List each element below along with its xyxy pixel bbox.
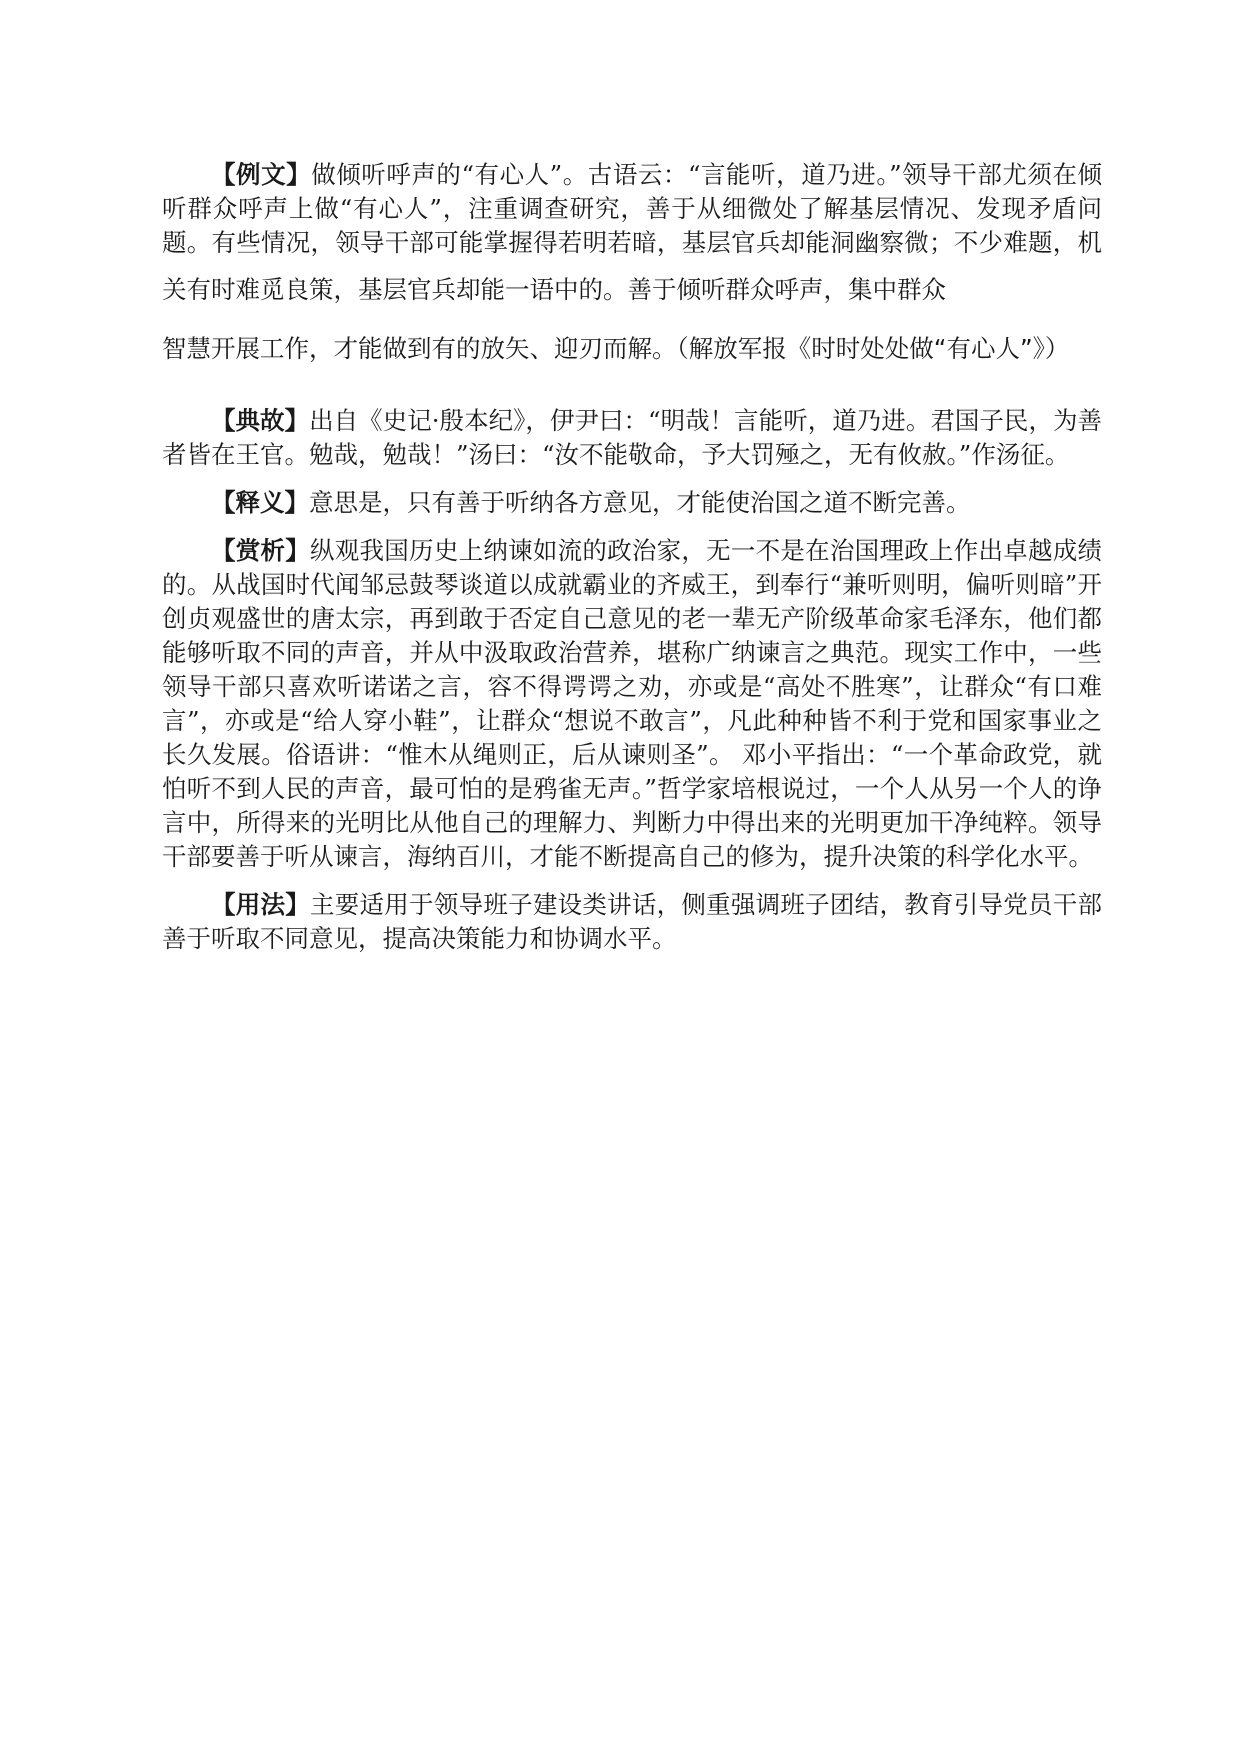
meaning-paragraph	[162, 486, 1102, 520]
allusion-tag: 【典故】	[211, 406, 310, 435]
document-page	[162, 158, 1102, 970]
example-paragraph	[162, 158, 1102, 378]
usage-text: 主要适用于领导班子建设类讲话，侧重强调班子团结，教育引导党员干部善于听取不同意见，提高决策能力和协调水平。	[162, 890, 1102, 953]
allusion-text: 出自《史记·殷本纪》，伊尹曰：“明哉！言能听，道乃进。君国子民，为善者皆在王官。勉哉，勉哉！”汤曰：“汝不能敬命，予大罚殛之，无有攸赦。”作汤征。	[162, 406, 1103, 469]
analysis-paragraph	[162, 534, 1102, 874]
allusion-paragraph	[162, 404, 1102, 472]
usage-tag: 【用法】	[211, 890, 311, 919]
analysis-tag: 【赏析】	[211, 536, 311, 565]
example-source: （解放军报《时时处处做“有心人”》）	[676, 334, 1070, 363]
example-text-tail: 智慧开展工作，才能做到有的放矢、迎刃而解。	[162, 334, 677, 363]
meaning-tag: 【释义】	[211, 488, 309, 517]
usage-paragraph	[162, 888, 1102, 956]
example-tag: 【例文】	[211, 160, 312, 189]
meaning-text: 意思是，只有善于听纳各方意见，才能使治国之道不断完善。	[309, 488, 971, 517]
analysis-text: 纵观我国历史上纳谏如流的政治家，无一不是在治国理政上作出卓越成绩的。从战国时代闻邹忌鼓琴谈道以成就霸业的齐威王，到奉行“兼听则明，偏听则暗”开创贞观盛世的唐太宗，再到敢于否定自己意见的老一辈无产阶级革命家毛泽东，他们都能够听取不同的声音，并从中汲取政治营养，堪称广纳谏言之典范。现实工作中，一些领导干部只喜欢听诺诺之言，容不得谔谔之劝，亦或是“高处不胜寒”，让群众“有口难言”，亦或是“给人穿小鞋”，让群众“想说不敢言”，凡此种种皆不利于党和国家事业之长久发展。俗语讲：“惟木从绳则正，后从谏则圣”。 邓小平指出：“一个革命政党，就怕听不到人民的声音，最可怕的是鸦雀无声。”哲学家培根说过，一个人从另一个人的诤言中，所得来的光明比从他自己的理解力、判断力中得出来的光明更加干净纯粹。领导干部要善于听从谏言，海纳百川，才能不断提高自己的修为，提升决策的科学化水平。	[162, 536, 1102, 871]
example-text-tail-wrap	[162, 334, 1069, 363]
example-text: 做倾听呼声的“有心人”。古语云：“言能听，道乃进。”领导干部尤须在倾听群众呼声上做“有心人”，注重调查研究，善于从细微处了解基层情况、发现矛盾问题。有些情况，领导干部可能掌握得若明若暗，基层官兵却能洞幽察微；不少难题，机关有时难觅良策，基层官兵却能一语中的。善于倾听群众呼声，集中群众	[162, 160, 1102, 304]
